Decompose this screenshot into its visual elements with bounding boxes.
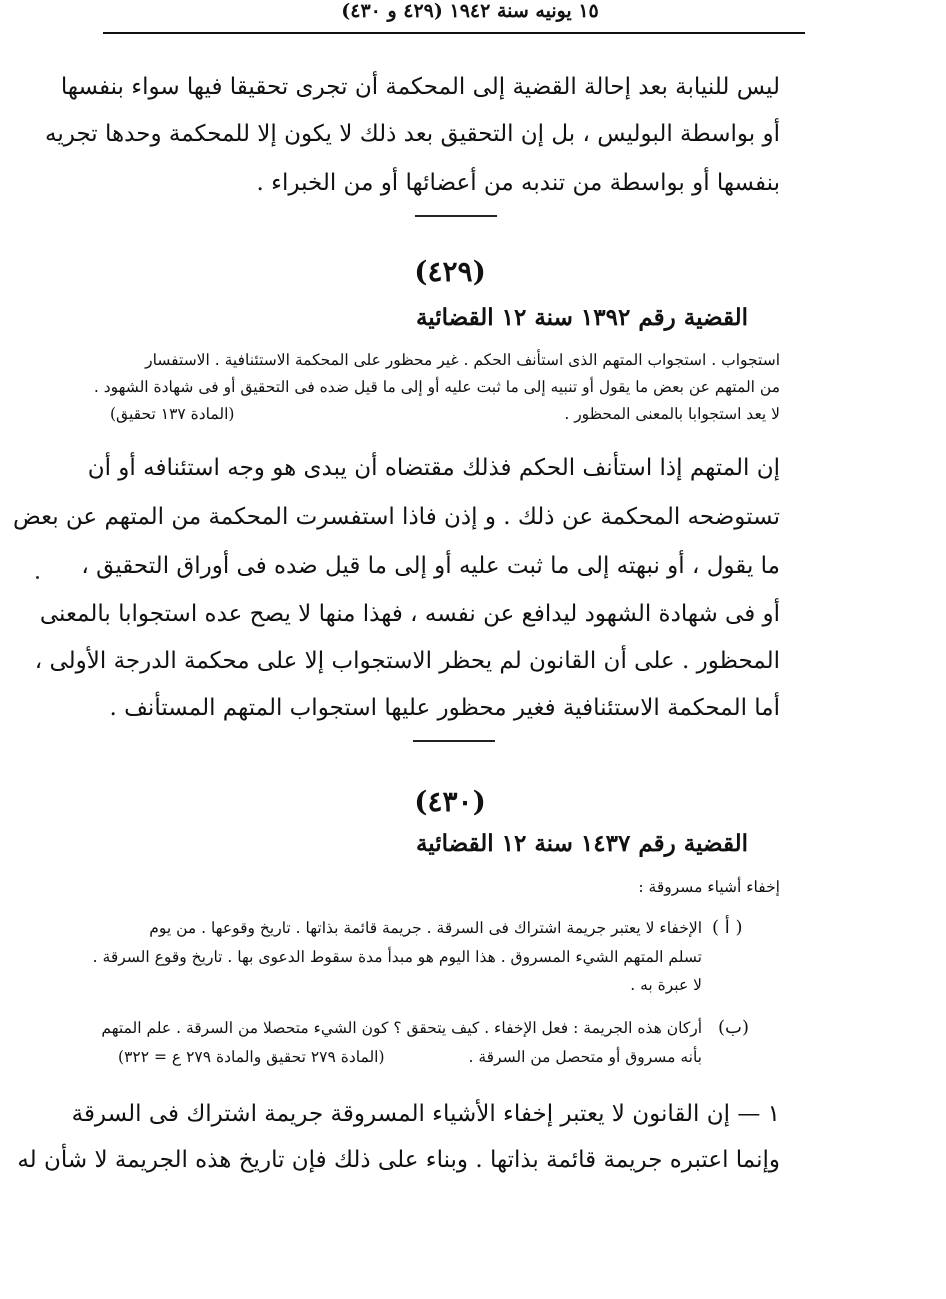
scan-speck: [36, 576, 39, 579]
summary-line: من المتهم عن بعض ما يقول أو تنبيه إلى ما ثبت عليه أو إلى ما قيل ضده فى التحقيق أو فى شهادة الشهود .: [93, 378, 780, 396]
summary-line: لا يعد استجوابا بالمعنى المحظور .: [564, 405, 780, 423]
body-line: أما المحكمة الاستئنافية فغير محظور عليها استجواب المتهم المستأنف .: [109, 695, 780, 721]
header-rule: [103, 32, 805, 34]
body-line: تستوضحه المحكمة عن ذلك . و إذن فاذا استفسرت المحكمة من المتهم عن بعض: [12, 504, 780, 530]
summary-line: بأنه مسروق أو متحصل من السرقة .: [468, 1048, 702, 1066]
item-marker-a: ( أ ): [712, 917, 743, 938]
case-number: (٤٣٠): [414, 785, 486, 818]
intro-line: بنفسها أو بواسطة من تندبه من أعضائها أو من الخبراء .: [256, 170, 780, 196]
intro-line: أو بواسطة البوليس ، بل إن التحقيق بعد ذلك لا يكون إلا للمحكمة وحدها تجريه: [45, 121, 780, 147]
section-separator: [415, 215, 497, 217]
body-line: أو فى شهادة الشهود ليدافع عن نفسه ، فهذا منها لا يصح عده استجوابا بالمعنى: [39, 601, 780, 627]
summary-heading: إخفاء أشياء مسروقة :: [638, 878, 780, 896]
summary-line: الإخفاء لا يعتبر جريمة اشتراك فى السرقة . جريمة قائمة بذاتها . تاريخ وقوعها . من يوم: [149, 919, 702, 937]
running-head: ١٥ يونيه سنة ١٩٤٢ (٤٢٩ و ٤٣٠): [341, 0, 599, 22]
body-line: ما يقول ، أو نبهته إلى ما ثبت عليه أو إلى ما قيل ضده فى أوراق التحقيق ،: [81, 553, 780, 579]
body-line: إن المتهم إذا استأنف الحكم فذلك مقتضاه أن يبدى هو وجه استئنافه أو أن: [87, 455, 780, 481]
body-line: المحظور . على أن القانون لم يحظر الاستجواب إلا على محكمة الدرجة الأولى ،: [34, 648, 780, 674]
summary-line: أركان هذه الجريمة : فعل الإخفاء . كيف يتحقق ؟ كون الشيء متحصلا من السرقة . علم المتهم: [101, 1019, 702, 1037]
article-reference: (المادة ١٣٧ تحقيق): [110, 405, 235, 423]
summary-line: لا عبرة به .: [630, 976, 702, 994]
body-line: ١ — إن القانون لا يعتبر إخفاء الأشياء المسروقة جريمة اشتراك فى السرقة: [71, 1101, 780, 1127]
intro-line: ليس للنيابة بعد إحالة القضية إلى المحكمة أن تجرى تحقيقا فيها سواء بنفسها: [60, 74, 780, 100]
case-title: القضية رقم ١٤٣٧ سنة ١٢ القضائية: [415, 830, 748, 857]
summary-line: تسلم المتهم الشيء المسروق . هذا اليوم هو مبدأ مدة سقوط الدعوى بها . تاريخ وقوع السرقة .: [92, 948, 702, 966]
item-marker-b: (ب): [718, 1017, 749, 1038]
body-line: وإنما اعتبره جريمة قائمة بذاتها . وبناء على ذلك فإن تاريخ هذه الجريمة لا شأن له: [17, 1147, 780, 1173]
case-number: (٤٢٩): [414, 255, 486, 288]
case-title: القضية رقم ١٣٩٢ سنة ١٢ القضائية: [415, 304, 748, 331]
section-separator: [413, 740, 495, 742]
summary-line: استجواب . استجواب المتهم الذى استأنف الحكم . غير محظور على المحكمة الاستئنافية . الاستفسار: [145, 351, 780, 369]
article-reference: (المادة ٢٧٩ تحقيق والمادة ٢٧٩ ع = ٣٢٢): [118, 1048, 385, 1066]
